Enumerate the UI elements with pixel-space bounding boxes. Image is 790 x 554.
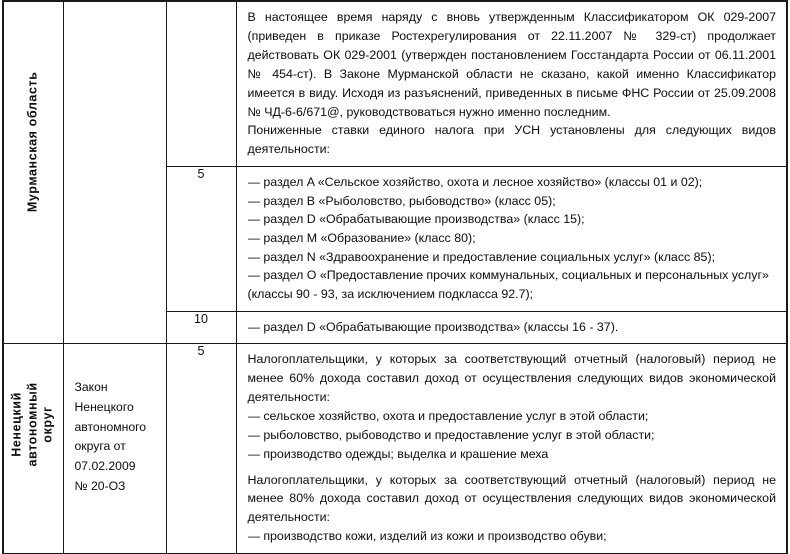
paragraph-threshold-80: Налогоплательщики, у которых за соответствующий отчетный (налоговый) период не менее 80% дохода составил доход от осуществления следующих видов экономической деятельности:	[247, 472, 776, 525]
region-cell-nenets	[3, 344, 63, 554]
description-text	[237, 344, 787, 553]
list-item: — рыболовство, рыбоводство и предоставление услуг в этой области;	[247, 427, 655, 442]
rate-cell-10	[166, 311, 236, 344]
description-text	[237, 2, 787, 166]
region-label: Мурманская область	[25, 71, 40, 212]
law-citation	[64, 2, 166, 44]
paragraph-threshold-60: Налогоплательщики, у которых за соответствующий отчетный (налоговый) период не менее 60% дохода составил доход от осуществления следующих видов экономической деятельности:	[247, 352, 776, 404]
list-item: — раздел D «Обрабатывающие производства» (классы 16 - 37).	[247, 319, 619, 334]
rate-value: 5	[197, 344, 205, 359]
region-cell-murmansk	[3, 1, 63, 344]
list-item: — производство кожи, изделий из кожи и производство обуви;	[247, 529, 607, 544]
law-citation	[64, 344, 166, 505]
law-cell-nenets	[63, 344, 166, 554]
paragraph-reduced-rates-intro: Пониженные ставки единого налога при УСН установлены для следующих видов деятельности:	[247, 123, 776, 157]
list-item: — раздел B «Рыболовство, рыбоводство» (класс 05);	[247, 193, 556, 208]
description-cell-activities-5	[236, 167, 787, 311]
paragraph-classifier-note: В настоящее время наряду с вновь утвержденным Классификатором ОК 029-2007 (приведен в приказе Ростехрегулирования от 22.11.2007 № 329-ст) продолжает действовать ОК 029-2001 (утвержден постановлением Госстандарта России от 06.11.2001 № 454-ст). В Законе Мурманской области не сказано, какой именно Классификатор имеется в виду. Исходя из разъяснений, приведенных в письме ФНС России от 25.09.2008 № ЧД-6-6/671@, руководствоваться нужно именно последним.	[247, 10, 776, 119]
list-item: — раздел A «Сельское хозяйство, охота и лесное хозяйство» (классы 01 и 02);	[247, 175, 703, 190]
rate-cell-5	[166, 344, 236, 554]
activity-list	[237, 312, 787, 344]
list-item: — раздел M «Образование» (класс 80);	[247, 231, 476, 246]
law-line: округа от	[74, 439, 126, 454]
law-line: Ненецкого	[74, 399, 134, 414]
description-cell-nenets	[236, 344, 787, 554]
description-cell-intro	[236, 1, 787, 167]
law-line: № 20-ОЗ	[74, 478, 126, 493]
table-row	[3, 344, 787, 554]
rate-cell-empty	[166, 1, 236, 167]
rate-value: 5	[197, 167, 205, 182]
list-item: — раздел O «Предоставление прочих коммунальных, социальных и персональных услуг» (классы 90 - 93, за исключением подкласса 92.7);	[247, 268, 769, 301]
description-cell-activities-10	[236, 311, 787, 344]
list-item: — сельское хозяйство, охота и предоставление услуг в этой области;	[247, 408, 649, 423]
law-line: 07.02.2009	[74, 459, 136, 474]
rate-cell-5	[166, 167, 236, 311]
list-item: — раздел N «Здравоохранение и предоставление социальных услуг» (класс 85);	[247, 249, 716, 264]
activity-list	[237, 167, 787, 310]
law-line: автономного	[74, 419, 147, 434]
region-label: Ненецкий автономный округ	[9, 381, 56, 467]
regional-tax-rates-table	[2, 0, 788, 554]
list-item: — производство одежды; выделка и крашение меха	[247, 446, 549, 461]
law-cell-murmansk	[63, 1, 166, 344]
table-row	[3, 1, 787, 167]
rate-value: 10	[194, 311, 208, 326]
law-line: Закон	[74, 380, 108, 395]
list-item: — раздел D «Обрабатывающие производства» (класс 15);	[247, 212, 585, 227]
